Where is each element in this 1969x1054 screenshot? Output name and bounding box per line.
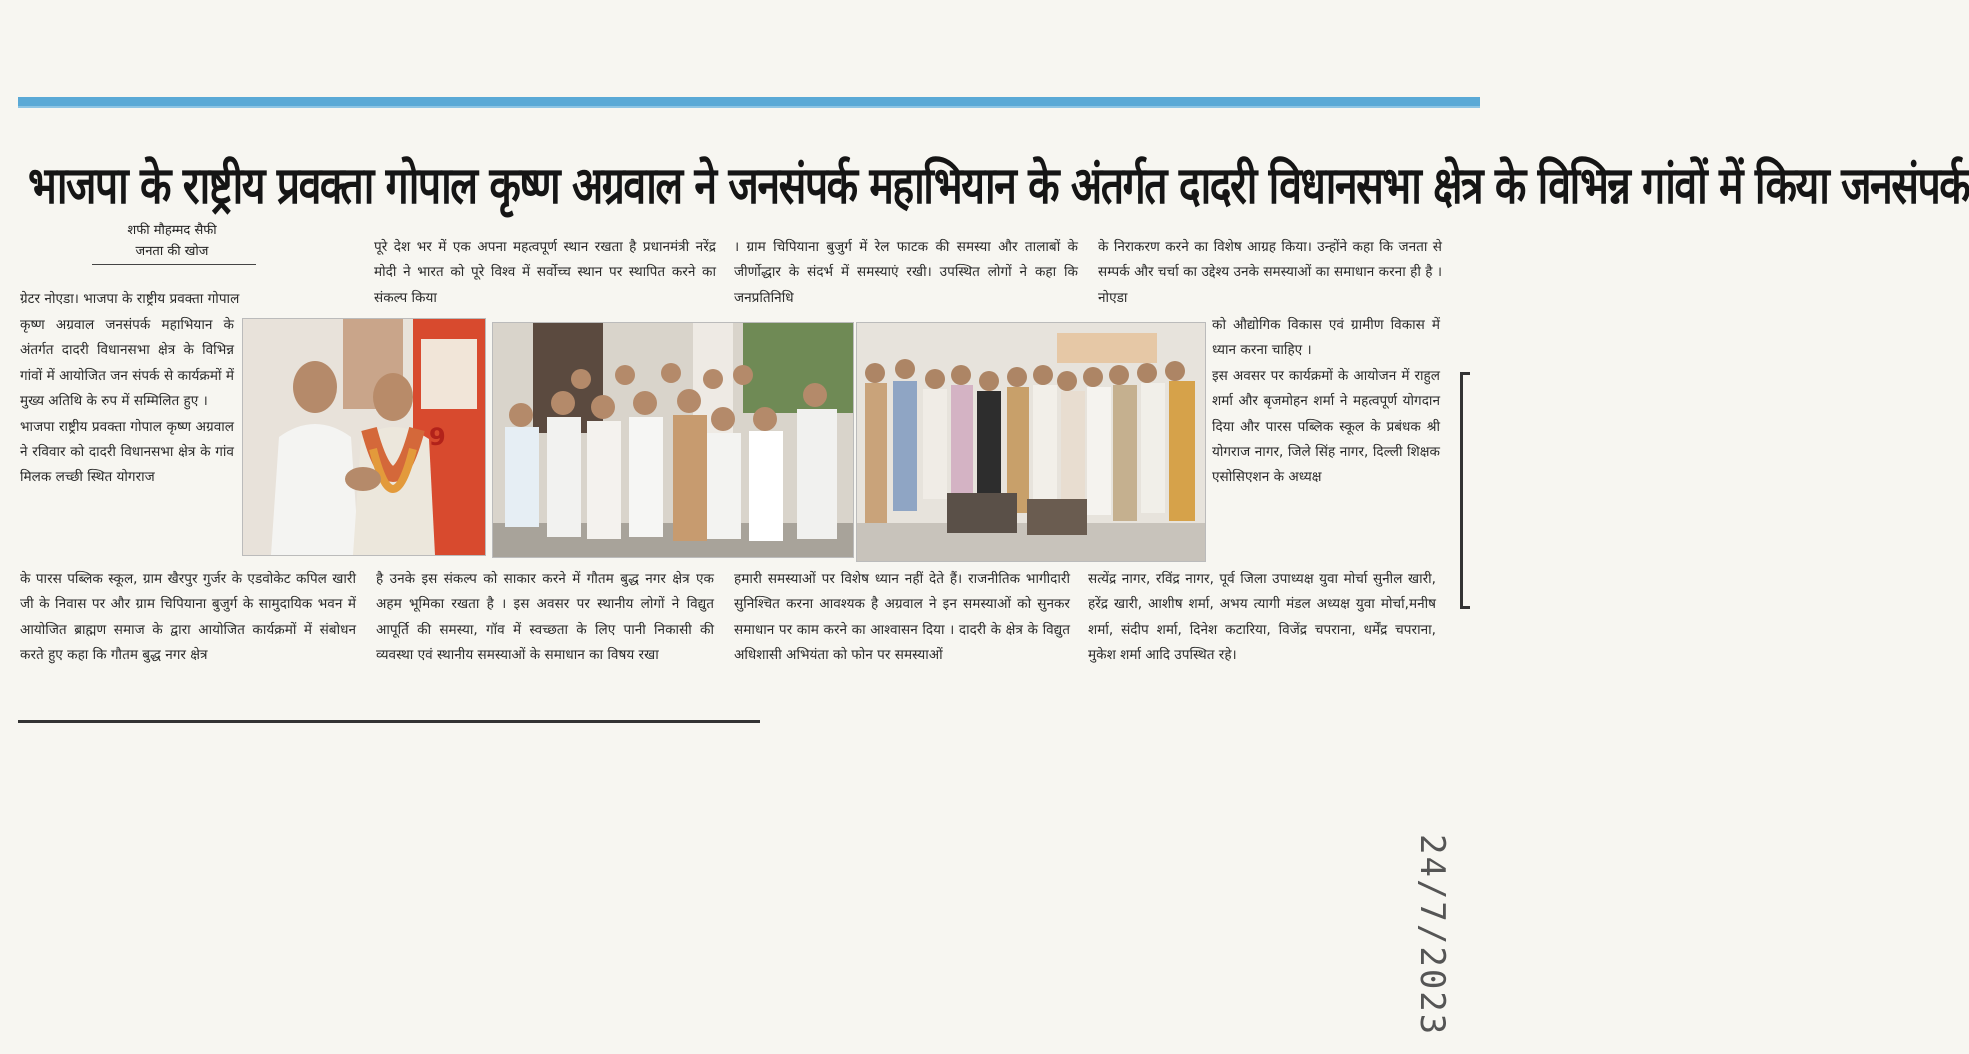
paragraph-col3-bottom: हमारी समस्याओं पर विशेष ध्यान नहीं देते हैं। राजनीतिक भागीदारी सुनिश्चित करना आवश्यक है अग्रवाल ने इन समस्याओं को सुनकर समाधान पर काम करने का आश्वासन दिया । दादरी के क्षेत्र के विद्युत अधिशासी अभियंता को फोन पर समस्याओं — [734, 571, 1070, 664]
photo-community-gathering-image — [857, 323, 1205, 561]
top-blue-rule — [18, 97, 1480, 106]
right-margin-bracket-top — [1460, 372, 1470, 375]
paragraph-col3-top: । ग्राम चिपियाना बुजुर्ग में रेल फाटक की समस्या और तालाबों के जीर्णोद्धार के संदर्भ में समस्याएं रखी। उपस्थित लोगों ने कहा कि जनप्रतिनिधि — [734, 239, 1078, 306]
column-3-top — [734, 235, 1078, 315]
top-blue-rule-thin — [18, 106, 1480, 108]
paragraph-second: भाजपा राष्ट्रीय प्रवक्ता गोपाल कृष्ण अग्रवाल ने रविवार को दादरी विधानसभा क्षेत्र के गांव मिलक लच्छी स्थित योगराज — [20, 418, 234, 486]
column-2-bottom — [376, 567, 714, 699]
paragraph-col2-top: पूरे देश भर में एक अपना महत्वपूर्ण स्थान रखता है प्रधानमंत्री नरेंद्र मोदी ने भारत को पूरे विश्व में सर्वोच्च स्थान पर स्थापित करने का संकल्प किया — [374, 239, 716, 306]
right-margin-bracket — [1460, 372, 1463, 608]
column-1-bottom — [20, 567, 356, 699]
paragraph-col4-right-1: को औद्योगिक विकास एवं ग्रामीण विकास में ध्यान करना चाहिए । — [1212, 317, 1440, 359]
byline-paper: जनता की खोज — [135, 244, 209, 259]
column-2-top — [374, 235, 716, 315]
right-margin-bracket-bottom — [1460, 606, 1470, 609]
bottom-rule — [18, 720, 760, 723]
photo-community-gathering — [856, 322, 1206, 562]
column-4-right — [1212, 313, 1440, 569]
handwritten-date: 24/7/2023 — [1412, 834, 1452, 1037]
paragraph-col1-bottom: के पारस पब्लिक स्कूल, ग्राम खैरपुर गुर्जर के एडवोकेट कपिल खारी जी के निवास पर और ग्राम चिपियाना बुजुर्ग के सामुदायिक भवन में आयोजित ब्राह्मण समाज के द्वारा आयोजित कार्यक्रमों में संबोधन करते हुए कहा कि गौतम बुद्ध नगर क्षेत्र — [20, 571, 356, 664]
photo-garland-welcome — [242, 318, 486, 556]
paragraph-col4-right-2: इस अवसर पर कार्यक्रमों के आयोजन में राहुल शर्मा और बृजमोहन शर्मा ने महत्वपूर्ण योगदान दिया और पारस पब्लिक स्कूल के प्रबंधक श्री योगराज नागर, जिले सिंह नागर, दिल्ली शिक्षक एसोसिएशन के अध्यक्ष — [1212, 367, 1440, 486]
byline — [92, 220, 252, 262]
dateline-paragraph: ग्रेटर नोएडा। भाजपा के राष्ट्रीय प्रवक्ता गोपाल — [20, 291, 240, 307]
column-4-top — [1098, 235, 1442, 315]
column-1-left — [20, 313, 234, 569]
paragraph-col4-bottom: सत्येंद्र नागर, रविंद्र नागर, पूर्व जिला उपाध्यक्ष युवा मोर्चा सुनील खारी, हरेंद्र खारी, आशीष शर्मा, अभय त्यागी मंडल अध्यक्ष युवा मोर्चा,मनीष शर्मा, संदीप शर्मा, दिनेश कटारिया, विजेंद्र चपराना, धर्मेंद्र चपराना, मुकेश शर्मा आदि उपस्थित रहे। — [1088, 571, 1436, 664]
byline-underline — [92, 264, 256, 265]
column-4-bottom — [1088, 567, 1436, 699]
column-1-top — [20, 287, 356, 313]
paragraph-intro: कृष्ण अग्रवाल जनसंपर्क महाभियान के अंतर्गत दादरी विधानसभा क्षेत्र के विभिन्न गांवों में आयोजित जन संपर्क से कार्यक्रमों में मुख्य अतिथि के रुप में सम्मिलित हुए । — [20, 317, 234, 410]
paragraph-col2-bottom: है उनके इस संकल्प को साकार करने में गौतम बुद्ध नगर क्षेत्र एक अहम भूमिका रखता है । इस अवसर पर स्थानीय लोगों ने विद्युत आपूर्ति की समस्या, गॉव में स्वच्छता के लिए पानी निकासी की व्यवस्था एवं स्थानीय समस्याओं के समाधान का विषय रखा — [376, 571, 714, 664]
photo-group-meeting-image — [493, 323, 853, 557]
photo-group-meeting — [492, 322, 854, 558]
headline: भाजपा के राष्ट्रीय प्रवक्ता गोपाल कृष्ण अग्रवाल ने जनसंपर्क महाभियान के अंतर्गत दादरी विधानसभा क्षेत्र के विभिन्न गांवों में किया जनसंपर्क — [28, 155, 1969, 216]
paragraph-col4-top: के निराकरण करने का विशेष आग्रह किया। उन्होंने कहा कि जनता से सम्पर्क और चर्चा का उद्देश्य उनके समस्याओं का समाधान करना ही है । नोएडा — [1098, 239, 1442, 306]
poster-number: 9 — [429, 423, 446, 451]
photo-garland-welcome-image — [243, 319, 485, 555]
byline-author: शफी मौहम्मद सैफी — [127, 223, 217, 238]
column-3-bottom — [734, 567, 1070, 699]
